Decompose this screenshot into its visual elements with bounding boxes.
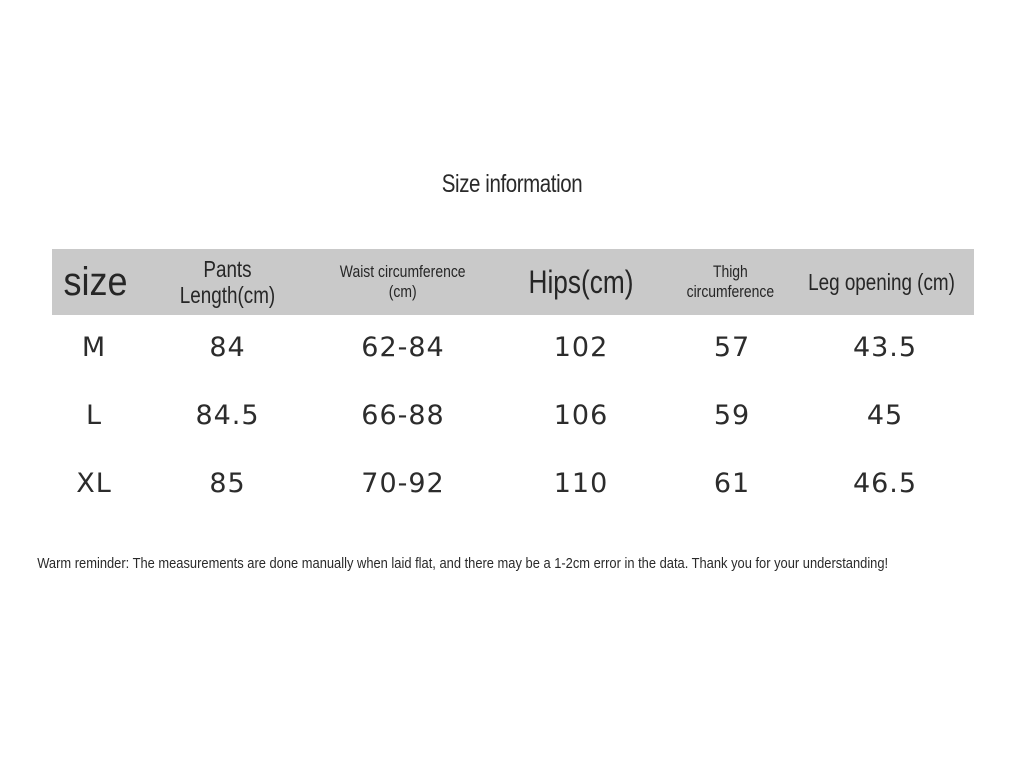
table-header	[52, 249, 974, 315]
cell-hips: 102	[553, 331, 609, 363]
header-waist: Waist circumference (cm)	[340, 262, 466, 301]
cell-leg-opening: 45	[866, 399, 904, 431]
cell-pants-length: 84	[209, 331, 246, 363]
header-pants-length: Pants Length(cm)	[179, 255, 276, 308]
cell-pants-length: 85	[209, 467, 246, 499]
header-hips: Hips(cm)	[528, 263, 634, 300]
page-title: Size information	[441, 170, 583, 198]
cell-size: XL	[76, 467, 112, 499]
table-row	[52, 463, 974, 503]
cell-pants-length: 84.5	[195, 399, 260, 431]
cell-size: L	[85, 399, 103, 431]
cell-waist: 62-84	[361, 331, 445, 363]
cell-hips: 106	[553, 399, 609, 431]
table-row	[52, 327, 974, 367]
header-size: size	[63, 260, 129, 304]
cell-leg-opening: 43.5	[852, 331, 918, 363]
header-leg-opening: Leg opening (cm)	[808, 268, 955, 295]
header-thigh: Thigh circumference	[686, 262, 774, 301]
cell-thigh: 61	[713, 467, 751, 499]
cell-thigh: 59	[713, 399, 751, 431]
cell-waist: 70-92	[361, 467, 445, 499]
cell-thigh: 57	[713, 331, 751, 363]
cell-waist: 66-88	[361, 399, 445, 431]
cell-leg-opening: 46.5	[852, 467, 918, 499]
cell-hips: 110	[553, 467, 609, 499]
table-row	[52, 395, 974, 435]
measurement-reminder: Warm reminder: The measurements are done manually when laid flat, and there may be a 1-2cm error in the data. Thank you for your understanding!	[37, 555, 889, 572]
cell-size: M	[81, 331, 107, 363]
